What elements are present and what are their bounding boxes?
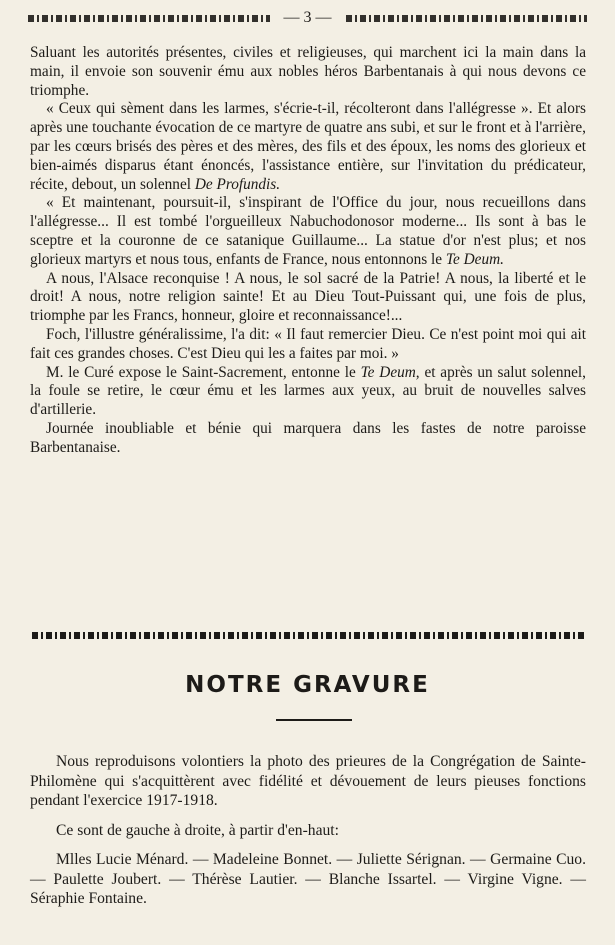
paragraph-text: « Et maintenant, poursuit-il, s'inspirant de l'Office du jour, nous recueillons dans l'allégresse... Il est tombé l'orgueilleux Nabuchodonosor moderne... Ils sont à bas le sceptre et la couronne de ce satanique Guillaume... La statue d'or n'est plus; et nos glorieux martyrs et nous tous, enfants de France, nous entonnons le <box>30 194 586 268</box>
left-ornament <box>28 15 270 22</box>
paragraph-text: « Ceux qui sèment dans les larmes, s'écrie-t-il, récolteront dans l'allégresse ». Et alors après une touchante évocation de ce martyre de quatre ans subi, et sur le front et à l'arrière, par les cœurs brisés des pères et des mères, des fils et des époux, les noms des glorieux et bien-aimés disparus étant énoncés, l'assistance entière, sur l'invitation du prédicateur, récite, debout, un solennel <box>30 100 586 193</box>
right-ornament <box>346 15 588 22</box>
paragraph: A nous, l'Alsace reconquise ! A nous, le sol sacré de la Patrie! A nous, la liberté et le droit! A nous, notre religion sainte! Et au Dieu Tout-Puissant qui, une fois de plus, triomphe par les Francs, honneur, gloire et reconnaissance!... <box>30 269 586 325</box>
paragraph: Mlles Lucie Ménard. — Madeleine Bonnet. — Juliette Sérignan. — Germaine Cuo. — Paulette Joubert. — Thérèse Lautier. — Blanche Issartel. — Virgine Vigne. — Séraphie Fontaine. <box>30 851 586 907</box>
italic-title: De Profundis. <box>194 175 281 193</box>
paragraph: Saluant les autorités présentes, civiles et religieuses, qui marchent ici la main dans la main, il envoie son souvenir ému aux nobles héros Barbentanais à qui nous devons ce triomphe. <box>30 44 586 99</box>
paragraph-text: et après un salut solennel, la foule se retire, le cœur ému et les larmes aux yeux, au bruit de nouvelles salves d'artillerie. <box>30 363 586 419</box>
italic-title: Te Deum, <box>360 363 420 381</box>
article-body <box>30 44 586 458</box>
section-body <box>30 752 586 909</box>
paragraph: Ce sont de gauche à droite, à partir d'en-haut: <box>56 821 339 839</box>
paragraph: Foch, l'illustre généralissime, l'a dit: « Il faut remercier Dieu. Ce n'est point moi qui ait fait ces grandes choses. C'est Dieu qui les a faites par moi. » <box>30 325 586 362</box>
paragraph <box>30 100 586 194</box>
paragraph <box>30 364 586 420</box>
title-rule <box>276 719 352 721</box>
paragraph-text: M. le Curé expose le Saint-Sacrement, entonne le <box>46 363 361 381</box>
section-title: NOTRE GRAVURE <box>185 672 430 698</box>
paragraph: Journée inoubliable et bénie qui marquera dans les fastes de notre paroisse Barbentanaise. <box>30 419 586 456</box>
paragraph <box>30 194 586 269</box>
paragraph: Nous reproduisons volontiers la photo des prieures de la Congrégation de Sainte-Philomène qui s'acquittèrent avec fidélité et dévouement de leurs pieuses fonctions pendant l'exercice 1917-1918. <box>30 753 586 809</box>
page-number: — 3 — <box>283 9 332 26</box>
page-header <box>28 8 587 28</box>
ornamental-divider <box>32 632 584 639</box>
italic-title: Te Deum. <box>445 250 504 268</box>
